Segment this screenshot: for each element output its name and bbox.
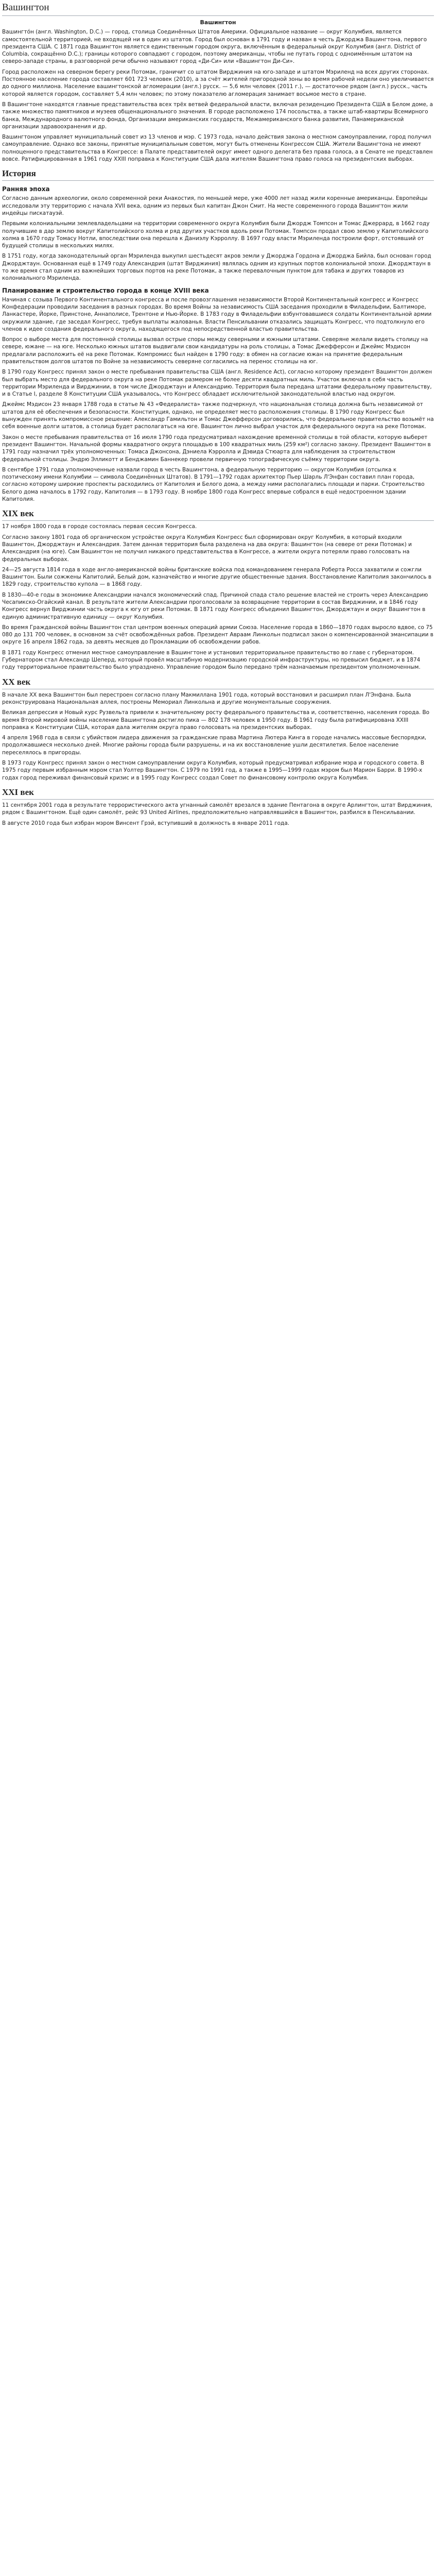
section-heading-19th-century: XIX век bbox=[2, 508, 434, 521]
paragraph: 4 апреля 1968 года в связи с убийством лидера движения за гражданские права Мартина Лютера Кинга в городе начались массовые беспорядки, продолжавшиеся несколько дней. Многие районы города были разрушены, и на их восстановление ушли десятилетия. Белое население переселялось в пригороды. bbox=[2, 735, 427, 756]
section-heading-21st-century: XXI век bbox=[2, 787, 434, 800]
paragraph: Вопрос о выборе места для постоянной столицы вызвал острые споры между северными и южными штатами. Северяне желали видеть столицу на севере, южане — на юге. Несколько южных штатов выдвигали свои кандидатуры на роль столицы, а Томас Джефферсон и Джеймс Мэдисон предлагали расположить её на реке Потомак. Компромисс был найден в 1790 году: в обмен на согласие южан на принятие федеральным правительством долгов штатов по Войне за независимость северяне согласились на перенос столицы на юг. bbox=[2, 336, 428, 365]
paragraph: В августе 2010 года был избран мэром Винсент Грэй, вступивший в должность в январе 2011 года. bbox=[2, 820, 290, 826]
section-heading-20th-century: XX век bbox=[2, 676, 434, 689]
paragraph: В 1973 году Конгресс принял закон о местном самоуправлении округа Колумбия, который предусматривал избрание мэра и городского совета. В 1975 году первым избранным мэром стал Уолтер Вашингтон. С 1979 по 1991 год, а также в 1995—1999 годах мэром был Марион Барри. В 1990-х годах город переживал финансовый кризис и в 1995 году Конгресс создал Совет по финансовому контролю округа Колумбия. bbox=[2, 760, 425, 781]
paragraph: Первыми колониальными землевладельцами на территории современного округа Колумбия были Джордж Томпсон и Томас Джеррард, в 1662 году получившие в дар землю вокруг Капитолийского холма и ряд других участков вдоль реки Потомак. Томпсон продал свою землю у Капитолийского холма в 1670 году Томасу Нотли, впоследствии она перешла к Даниэлу Кэрроллу. В 1697 году власти Мэриленда построили форт, отстоявший от будущей столицы в нескольких милях. bbox=[2, 221, 430, 249]
paragraph: Начиная с созыва Первого Континентального конгресса и после провозглашения независимости Второй Континентальный конгресс и Конгресс Конфедерации проводили заседания в разных городах. Во время Войны за независимость США заседания проходили в Филадельфии, Балтиморе, Ланкастере, Йорке, Принстоне, Аннаполисе, Трентоне и Нью-Йорке. В 1783 году в Филадельфии взбунтовавшиеся солдаты Континентальной армии окружили здание, где заседал Конгресс, требуя выплаты жалованья. Власти Пенсильвании отказались защищать Конгресс, что подтолкнуло его членов к идее создания федерального округа, находящегося под непосредственной властью правительства. bbox=[2, 296, 432, 332]
article-page bbox=[2, 0, 434, 830]
paragraph: В 1790 году Конгресс принял закон о месте пребывания правительства США (англ. Residence Act), согласно которому президент Вашингтон должен был выбрать место для федерального округа на реке Потомак размером не более десяти квадратных миль. Участок включал в себя часть территории Мэриленда и Вирджинии, в том числе Джорджтаун и Александрию. Территория была передана штатами федеральному правительству, и в Статье I, разделе 8 Конституции США указывалось, что Конгресс обладает исключительной законодательной властью над округом. bbox=[2, 369, 432, 398]
paragraph: 17 ноября 1800 года в городе состоялась первая сессия Конгресса. bbox=[2, 523, 197, 530]
paragraph: В 1751 году, когда законодательный орган Мэриленда выкупил шестьдесят акров земли у Джорджа Гордона и Джорджа Бийла, был основан город Джорджтаун. Основанная ещё в 1749 году Александрия (штат Вирджиния) являлась одним из крупных портов колониальной эпохи. Джорджтаун в то же время стал одним из важнейших торговых портов на реке Потомак, а также перевалочным пунктом для табака и других товаров из колониального Мэриленда. bbox=[2, 253, 431, 282]
paragraph: Джеймс Мэдисон 23 января 1788 года в статье № 43 «Федералиста» также подчеркнул, что национальная столица должна быть независимой от штатов для её обеспечения и безопасности. Конституция, однако, не определяет место расположения столицы. В 1790 году Конгресс был вынужден принять компромиссное решение: Александр Гамильтон и Томас Джефферсон договорились, что федеральное правительство возьмёт на себя военные долги штатов, а столица будет располагаться на юге. Вашингтон лично выбрал участок для федерального округа на реке Потомак. bbox=[2, 401, 434, 430]
paragraph: Великая депрессия и Новый курс Рузвельта привели к значительному росту федерального правительства и, соответственно, населения города. Во время Второй мировой войны население Вашингтона достигло пика — 802 178 человек в 1950 году. В 1961 году была ратифицирована XXIII поправка к Конституции США, которая дала жителям округа право голосовать на президентских выборах. bbox=[2, 709, 430, 731]
intro-paragraph-3: В Вашингтоне находятся главные представительства всех трёх ветвей федеральной власти, включая резиденцию Президента США в Белом доме, а также множество памятников и музеев общенационального значения. В городе расположено 174 посольства, а также штаб-квартиры Всемирного банка, Международного валютного фонда, Организации американских государств, Межамериканского банка развития, Панамериканской организации здравоохранения и др. bbox=[2, 101, 433, 130]
paragraph: Согласно данным археологии, около современной реки Анакостия, по меньшей мере, уже 4000 лет назад жили коренные американцы. Европейцы исследовали эту территорию с начала XVII века, одним из первых был капитан Джон Смит. На месте современного города Вашингтон жили индейцы пискатауэй. bbox=[2, 195, 428, 216]
paragraph: Во время Гражданской войны Вашингтон стал центром военных операций армии Союза. Население города в 1860—1870 годах выросло вдвое, со 75 080 до 131 700 человек, в основном за счёт освобождённых рабов. Президент Авраам Линкольн подписал закон о компенсированной эмансипации в округе 16 апреля 1862 года, за девять месяцев до Прокламации об освобождении рабов. bbox=[2, 624, 433, 646]
paragraph: В начале XX века Вашингтон был перестроен согласно плану Макмиллана 1901 года, который восстановил и расширил план Л'Энфана. Была реконструирована Национальная аллея, построены Мемориал Линкольна и другие монументальные сооружения. bbox=[2, 691, 411, 705]
paragraph: 11 сентября 2001 года в результате террористического акта угнанный самолёт врезался в здание Пентагона в округе Арлингтон, штат Вирджиния, рядом с Вашингтоном. Ещё один самолёт, рейс 93 United Airlines, предположительно направлявшийся в Вашингтон, разбился в Пенсильвании. bbox=[2, 802, 432, 816]
paragraph: 24—25 августа 1814 года в ходе англо-американской войны британские войска под командованием генерала Роберта Росса захватили и сожгли Вашингтон. Были сожжены Капитолий, Белый дом, казначейство и многие другие общественные здания. Восстановление Капитолия закончилось в 1829 году, строительство купола — в 1868 году. bbox=[2, 566, 432, 588]
intro-paragraph-4: Вашингтоном управляет муниципальный совет из 13 членов и мэр. С 1973 года, начало действия закона о местном самоуправлении, город получил самоуправление. Однако все законы, принятые муниципальным советом, могут быть отменены Конгрессом США. Жители Вашингтона не имеют полноценного представительства в Конгрессе: в Палате представителей округ имеет одного делегата без права голоса, а в Сенате не представлен вовсе. Ратифицированная в 1961 году XXIII поправка к Конституции США дала жителям Вашингтона право голоса на президентских выборах. bbox=[2, 134, 433, 163]
paragraph: Закон о месте пребывания правительства от 16 июля 1790 года предусматривал нахождение временной столицы в той области, которую выберет президент Вашингтон. Начальной формы квадратного округа площадью в 100 квадратных миль (259 км²) согласно закону. Президент Вашингтон в 1791 году назначил трёх уполномоченных: Томаса Джонсона, Дэниела Кэрролла и Дэвида Стюарта для наблюдения за строительством федеральной столицы. Эндрю Элликотт и Бенджамин Баннекер провели первичную топографическую съёмку территории округа. bbox=[2, 434, 431, 463]
intro-paragraph-2: Город расположен на северном берегу реки Потомак, граничит со штатом Вирджиния на юго-западе и штатом Мэриленд на всех других сторонах. Постоянное население города составляет 601 723 человек (2010), а за счёт жителей пригородной зоны во время рабочей недели оно увеличивается до одного миллиона. Население вашингтонской агломерации (англ.) русск. — 5,6 млн человек (2011 г.), — достаточное рядом (англ.) русск., часть которой является городом, составляет 5,4 млн человек; по этому показателю агломерация занимает восьмое место в стране. bbox=[2, 69, 434, 97]
paragraph: В сентябре 1791 года уполномоченные назвали город в честь Вашингтона, а федеральную территорию — округом Колумбия (отсылка к поэтическому имени Колумбии — символа Соединённых Штатов). В 1791—1792 годах архитектор Пьер Шарль Л'Энфан составил план города, согласно которому широкие проспекты расходились от Капитолия и Белого дома, а между ними располагались площади и парки. Строительство Белого дома началось в 1792 году, Капитолия — в 1793 году. В ноябре 1800 года Конгресс впервые собрался в ещё недостроенном здании Капитолия. bbox=[2, 466, 425, 503]
subsection-heading-early-era: Ранняя эпоха bbox=[2, 185, 50, 193]
subsection-heading-planning: Планирование и строительство города в конце XVIII века bbox=[2, 286, 209, 294]
page-title: Вашингтон bbox=[2, 0, 434, 16]
paragraph: Согласно закону 1801 года об органическом устройстве округа Колумбия Конгресс был сформирован округ Колумбия, в который входили Вашингтон, Джорджтаун и Александрия. Затем данная территория была разделена на два округа: Вашингтон (на севере от реки Потомак) и Александрия (на юге). Сам Вашингтон не получил никакого представительства в Конгрессе, а жители округа потеряли право голосовать на федеральных выборах. bbox=[2, 534, 412, 563]
infobox-title: Вашингтон bbox=[200, 19, 236, 26]
section-heading-history: История bbox=[2, 168, 434, 181]
paragraph: В 1871 году Конгресс отменил местное самоуправление в Вашингтоне и установил территориальное правительство во главе с губернатором. Губернатором стал Александр Шеперд, который провёл масштабную модернизацию городской инфраструктуры, но превысил бюджет, и в 1874 году территориальное правительство было упразднено. Управление городом было передано трём назначаемым президентом уполномоченным. bbox=[2, 649, 421, 671]
paragraph: В 1830—40-е годы в экономике Александрии начался экономический спад. Причиной спада стало решение властей не строить через Александрию Чесапикско-Огайский канал. В результате жители Александрии проголосовали за возвращение территории в состав Вирджинии, и в 1846 году Конгресс вернул Вирджинии часть округа к югу от реки Потомак. В 1871 году Конгресс объединил Вашингтон, Джорджтаун и округ Вашингтон в единую административную единицу — округ Колумбия. bbox=[2, 591, 428, 620]
intro-paragraph-1: Вашингто́н (англ. Washington, D.C.) — город, столица Соединённых Штатов Америки. Официальное название — округ Колумбия, является самостоятельной территорией, не входящей ни в один из штатов. Город был основан в 1791 году и назван в честь Джорджа Вашингтона, первого президента США. С 1871 года Вашингтон является единственным городом округа, включённым в федеральный округ Колумбия (англ. District of Columbia, сокращённо D.C.); границы которого совпадают с городом, поэтому американцы, чтобы не путать город с одноимённым штатом на северо-западе страны, в разговорной речи обычно называют город «Ди-Си» или «Вашингтон Ди-Си». bbox=[2, 29, 427, 65]
